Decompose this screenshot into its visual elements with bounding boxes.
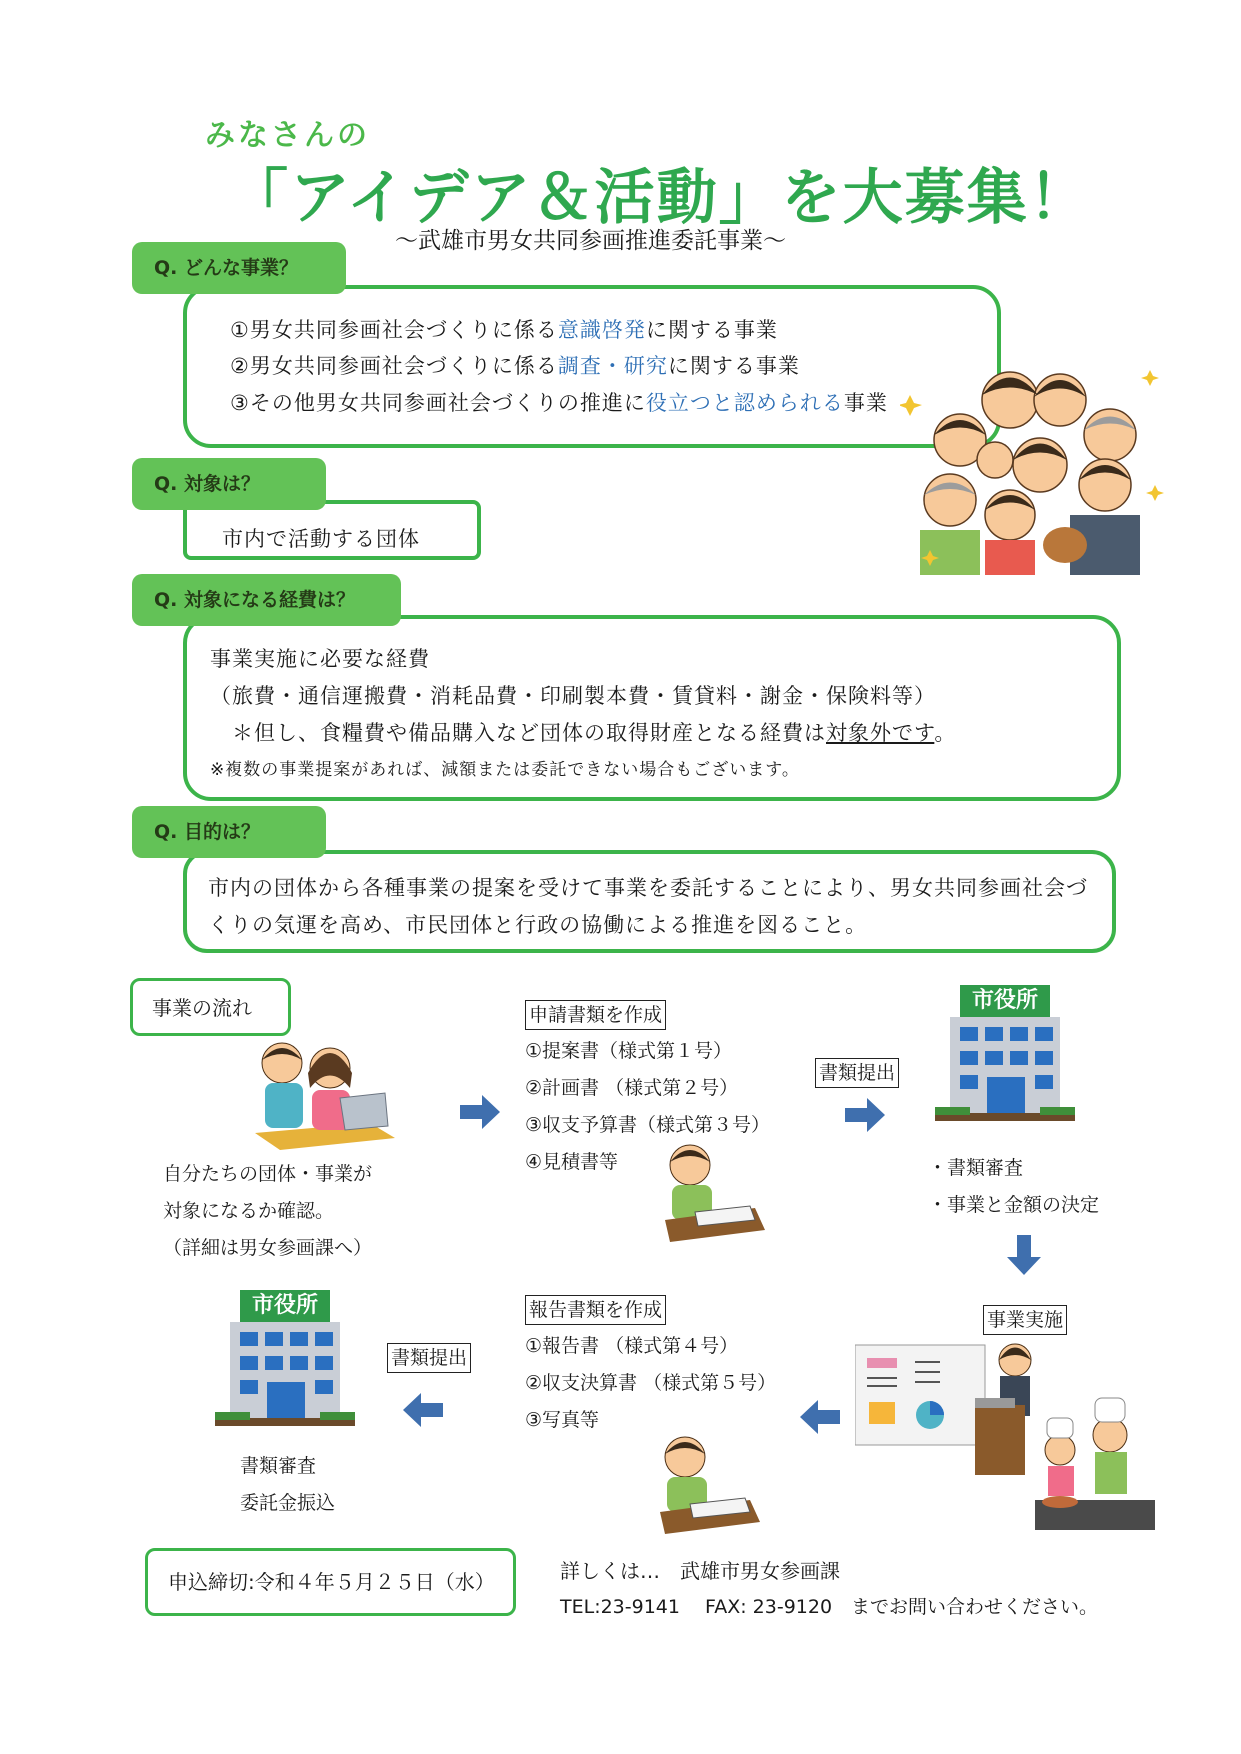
main-title: 「アイデア＆活動」を大募集！: [228, 163, 1091, 233]
city-hall-sign: 市役所: [240, 1290, 330, 1322]
q2-text: 市内で活動する団体: [222, 527, 420, 551]
report-label: 報告書類を作成: [525, 1295, 666, 1325]
q4-line-2: くりの気運を高め、市民団体と行政の協働による推進を図ること。: [208, 913, 868, 937]
arrow-down-icon: [1007, 1235, 1041, 1279]
q3-note: ※複数の事業提案があれば、減額または委託できない場合もございます。: [210, 760, 800, 780]
review-item-2: ・事業と金額の決定: [928, 1194, 1100, 1216]
presentation-cooking-illustration: [855, 1340, 1155, 1535]
final-item-1: 書類審査: [240, 1455, 317, 1477]
city-hall-sign: 市役所: [960, 985, 1050, 1017]
q1-line-3: ③その他男女共同参画社会づくりの推進に役立つと認められる事業: [230, 391, 888, 415]
q1-line-2: ②男女共同参画社会づくりに係る調査・研究に関する事業: [230, 354, 800, 378]
contact-line-2: TEL:23-9141 FAX: 23-9120 までお問い合わせください。: [560, 1596, 1099, 1618]
report-item-3: ③写真等: [525, 1409, 600, 1431]
arrow-right-icon: [845, 1098, 885, 1136]
q4-line-1: 市内の団体から各種事業の提案を受けて事業を委託することにより、男女共同参画社会づ: [208, 876, 1088, 900]
report-item-2: ②収支決算書 （様式第５号）: [525, 1372, 777, 1394]
q3-line-1: 事業実施に必要な経費: [210, 647, 430, 671]
arrow-left-icon: [403, 1393, 443, 1431]
q2-tab: Q. 対象は？: [132, 458, 326, 510]
city-hall-illustration: [935, 985, 1075, 1135]
deadline-text: 申込締切:令和４年５月２５日（水）: [168, 1570, 495, 1594]
apply-item-3: ③収支予算書（様式第３号）: [525, 1114, 771, 1136]
person-writing-illustration: [660, 1140, 770, 1245]
implement-label: 事業実施: [983, 1305, 1067, 1335]
q3-line-2: （旅費・通信運搬費・消耗品費・印刷製本費・賃貸料・謝金・保険料等）: [210, 684, 936, 708]
report-item-1: ①報告書 （様式第４号）: [525, 1335, 739, 1357]
apply-item-4: ④見積書等: [525, 1151, 619, 1173]
couple-laptop-illustration: [250, 1038, 400, 1153]
step1-line-1: 自分たちの団体・事業が: [163, 1163, 373, 1185]
subtitle: ～武雄市男女共同参画推進委託事業～: [395, 228, 786, 254]
apply-item-2: ②計画書 （様式第２号）: [525, 1077, 739, 1099]
final-item-2: 委託金振込: [240, 1492, 336, 1514]
review-item-1: ・書類審査: [928, 1157, 1024, 1179]
q1-line-1: ①男女共同参画社会づくりに係る意識啓発に関する事業: [230, 318, 778, 342]
submit-label: 書類提出: [815, 1058, 899, 1088]
pre-title: みなさんの: [205, 118, 370, 153]
flow-title: 事業の流れ: [152, 996, 252, 1020]
q3-line-3: ＊但し、食糧費や備品購入など団体の取得財産となる経費は対象外です。: [232, 721, 957, 745]
q4-tab: Q. 目的は？: [132, 806, 326, 858]
q3-tab: Q. 対象になる経費は？: [132, 574, 401, 626]
person-writing-illustration: [655, 1432, 765, 1537]
q1-tab: Q. どんな事業？: [132, 242, 346, 294]
apply-item-1: ①提案書（様式第１号）: [525, 1040, 733, 1062]
submit-label-2: 書類提出: [387, 1343, 471, 1373]
arrow-left-icon: [800, 1400, 840, 1438]
apply-label: 申請書類を作成: [525, 1000, 666, 1030]
step1-line-2: 対象になるか確認。: [163, 1200, 335, 1222]
contact-line-1: 詳しくは… 武雄市男女参画課: [560, 1559, 840, 1583]
step1-line-3: （詳細は男女参画課へ）: [163, 1237, 373, 1259]
people-illustration: [900, 355, 1170, 575]
city-hall-illustration: [215, 1290, 355, 1440]
arrow-right-icon: [460, 1095, 500, 1133]
